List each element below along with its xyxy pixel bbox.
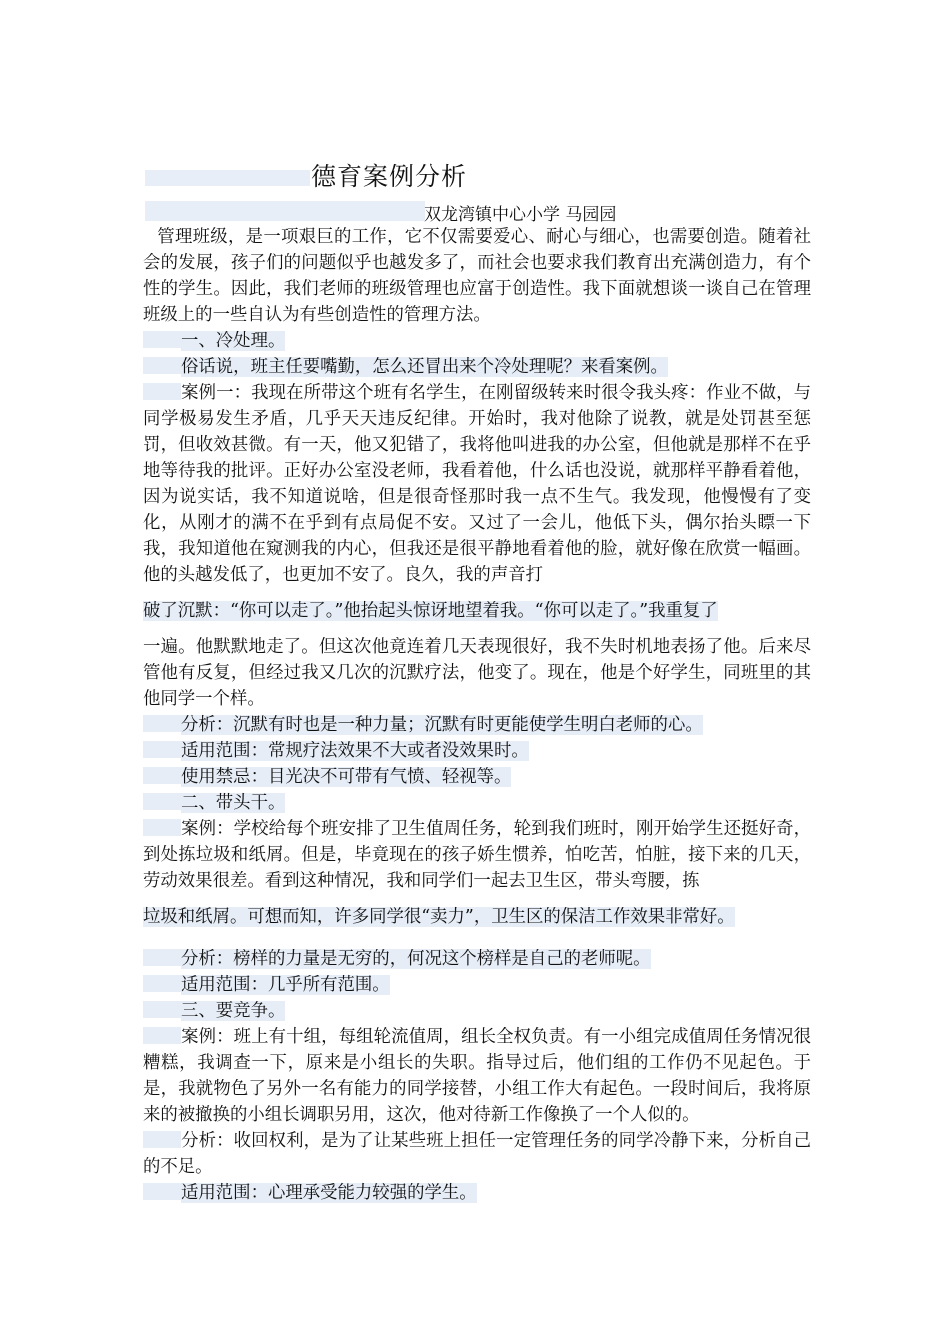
intro-paragraph: 管理班级，是一项艰巨的工作，它不仅需要爱心、耐心与细心，也需要创造。随着社会的发展，孩子们的问题似乎也越发多了，而社会也要求我们教育出充满创造力，有个性的学生。因此，我们老师的班级管理也应富于创造性。我下面就想谈一谈自己在管理班级上的一些自认为有些创造性的管理方法。	[143, 227, 811, 325]
section-3-heading: 三、要竞争。	[143, 998, 811, 1024]
section-1-heading: 一、冷处理。	[143, 328, 811, 354]
section-1-intro: 俗话说，班主任要嘴勤，怎么还冒出来个冷处理呢？来看案例。	[143, 354, 811, 380]
author-line: 双龙湾镇中心小学 马园园	[424, 205, 617, 225]
section-1-taboo: 使用禁忌：目光决不可带有气愤、轻视等。	[143, 764, 811, 790]
title-highlight	[145, 170, 310, 186]
document-body	[143, 224, 811, 1206]
section-2-heading: 二、带头干。	[143, 790, 811, 816]
section-2-case: 案例：学校给每个班安排了卫生值周任务，轮到我们班时，刚开始学生还挺好奇，到处拣垃圾和纸屑。但是，毕竟现在的孩子娇生惯养，怕吃苦，怕脏，接下来的几天，劳动效果很差。看到这种情况，我和同学们一起去卫生区，带头弯腰，拣	[143, 819, 811, 891]
section-1-scope: 适用范围：常规疗法效果不大或者没效果时。	[143, 738, 811, 764]
section-1-analysis: 分析：沉默有时也是一种力量；沉默有时更能使学生明白老师的心。	[143, 712, 811, 738]
section-2-analysis: 分析：榜样的力量是无穷的，何况这个榜样是自己的老师呢。	[143, 946, 811, 972]
document-title: 德育案例分析	[311, 162, 468, 191]
section-1-case-end: 一遍。他默默地走了。但这次他竟连着几天表现很好，我不失时机地表扬了他。后来尽管他有反复，但经过我又几次的沉默疗法，他变了。现在，他是个好学生，同班里的其他同学一个样。	[143, 637, 811, 709]
section-3-analysis: 分析：收回权利，是为了让某些班上担任一定管理任务的同学冷静下来，分析自己的不足。	[143, 1131, 811, 1177]
author-highlight	[145, 201, 425, 221]
section-3-scope: 适用范围：心理承受能力较强的学生。	[143, 1180, 811, 1206]
section-1-case: 案例一：我现在所带这个班有名学生，在刚留级转来时很令我头疼：作业不做，与同学极易发生矛盾，几乎天天违反纪律。开始时，我对他除了说教，就是处罚甚至惩罚，但收效甚微。有一天，他又犯错了，我将他叫进我的办公室，但他就是那样不在乎地等待我的批评。正好办公室没老师，我看着他，什么话也没说，就那样平静看着他，因为说实话，我不知道说啥，但是很奇怪那时我一点不生气。我发现，他慢慢有了变化，从刚才的满不在乎到有点局促不安。又过了一会儿，他低下头，偶尔抬头瞟一下我，我知道他在窥测我的内心，但我还是很平静地看着他的脸，就好像在欣赏一幅画。他的头越发低了，也更加不安了。良久，我的声音打	[143, 383, 811, 585]
section-2-case-cont: 垃圾和纸屑。可想而知，许多同学很“卖力”，卫生区的保洁工作效果非常好。	[143, 907, 735, 927]
section-3-case: 案例：班上有十组，每组轮流值周，组长全权负责。有一小组完成值周任务情况很糟糕，我调查一下，原来是小组长的失职。指导过后，他们组的工作仍不见起色。于是，我就物色了另外一名有能力的同学接替，小组工作大有起色。一段时间后，我将原来的被撤换的小组长调职另用，这次，他对待新工作像换了一个人似的。	[143, 1027, 811, 1125]
section-1-case-cont: 破了沉默：“你可以走了。”他抬起头惊讶地望着我。“你可以走了。”我重复了	[143, 601, 718, 621]
section-2-scope: 适用范围：几乎所有范围。	[143, 972, 811, 998]
